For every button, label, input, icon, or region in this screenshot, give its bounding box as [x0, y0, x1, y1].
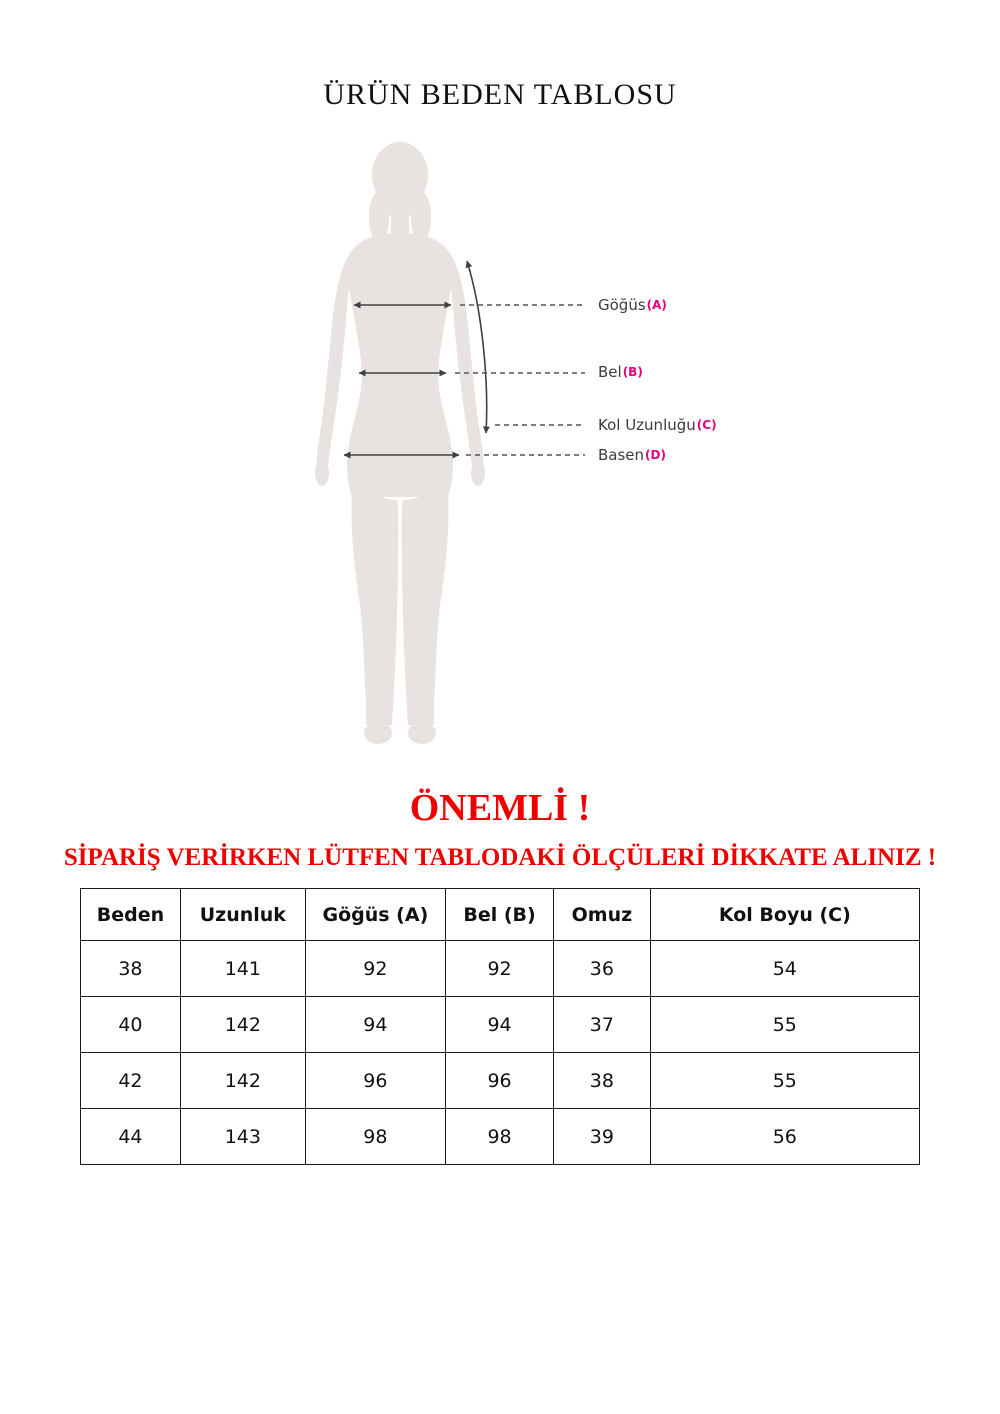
waist-label-text: Bel	[598, 363, 622, 381]
col-header-uzunluk: Uzunluk	[180, 889, 305, 941]
cell-omuz: 37	[554, 997, 650, 1053]
page-title: ÜRÜN BEDEN TABLOSU	[323, 78, 677, 111]
cell-kol-boyu: 55	[650, 1053, 919, 1109]
table-row	[81, 997, 920, 1053]
hip-label-text: Basen	[598, 446, 645, 464]
cell-bel: 94	[445, 997, 553, 1053]
hip-label	[598, 445, 666, 465]
cell-kol-boyu: 55	[650, 997, 919, 1053]
table-row	[81, 941, 920, 997]
col-header-bel: Bel (B)	[445, 889, 553, 941]
cell-omuz: 38	[554, 1053, 650, 1109]
chest-label-letter: (A)	[646, 298, 667, 312]
cell-gogus: 96	[305, 1053, 445, 1109]
waist-label	[598, 362, 643, 382]
cell-omuz: 39	[554, 1109, 650, 1165]
cell-beden: 40	[81, 997, 181, 1053]
cell-gogus: 92	[305, 941, 445, 997]
cell-beden: 38	[81, 941, 181, 997]
col-header-beden: Beden	[81, 889, 181, 941]
arm-length-label-text: Kol Uzunluğu	[598, 416, 696, 434]
female-silhouette	[315, 142, 485, 744]
cell-uzunluk: 142	[180, 1053, 305, 1109]
cell-bel: 98	[445, 1109, 553, 1165]
table-row	[81, 1053, 920, 1109]
cell-beden: 44	[81, 1109, 181, 1165]
chest-label	[598, 295, 667, 315]
important-heading: ÖNEMLİ !	[409, 787, 591, 829]
arm-length-label	[598, 415, 717, 435]
cell-omuz: 36	[554, 941, 650, 997]
hip-label-letter: (D)	[645, 448, 666, 462]
cell-bel: 92	[445, 941, 553, 997]
cell-gogus: 98	[305, 1109, 445, 1165]
cell-uzunluk: 143	[180, 1109, 305, 1165]
cell-kol-boyu: 56	[650, 1109, 919, 1165]
body-silhouette-diagram	[280, 135, 760, 760]
col-header-gogus: Göğüs (A)	[305, 889, 445, 941]
table-row	[81, 1109, 920, 1165]
arm-length-label-letter: (C)	[696, 418, 717, 432]
cell-gogus: 94	[305, 997, 445, 1053]
important-warning-text: SİPARİŞ VERİRKEN LÜTFEN TABLODAKİ ÖLÇÜLERİ DİKKATE ALINIZ !	[63, 844, 937, 871]
size-table	[80, 888, 920, 1165]
cell-uzunluk: 142	[180, 997, 305, 1053]
cell-beden: 42	[81, 1053, 181, 1109]
cell-uzunluk: 141	[180, 941, 305, 997]
cell-kol-boyu: 54	[650, 941, 919, 997]
waist-label-letter: (B)	[622, 365, 643, 379]
chest-label-text: Göğüs	[598, 296, 646, 314]
cell-bel: 96	[445, 1053, 553, 1109]
col-header-kol-boyu: Kol Boyu (C)	[650, 889, 919, 941]
table-header-row	[81, 889, 920, 941]
col-header-omuz: Omuz	[554, 889, 650, 941]
